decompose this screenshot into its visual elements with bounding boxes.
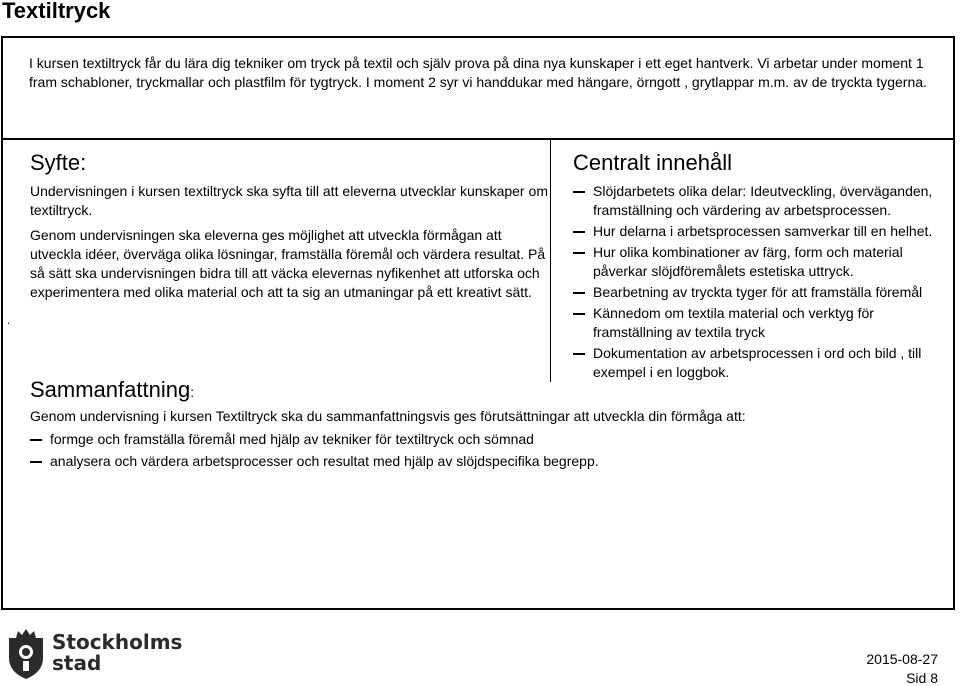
syfte-paragraph-1: Undervisningen i kursen textiltryck ska syfta till att eleverna utvecklar kunskaper om textiltryck. (30, 183, 548, 218)
intro-text: I kursen textiltryck får du lära dig tekniker om tryck på textil och själv prova på dina nya kunskaper i ett eget hantverk. Vi arbetar under moment 1 fram schabloner, tryckmallar och plastfilm för tygtryck. I moment 2 syr vi handdukar med hängare, örngott , grytlappar m.m. av de tryckta tygerna. (29, 55, 927, 90)
centralt-list (573, 182, 949, 382)
main-content-box (1, 138, 955, 610)
centralt-item: Bearbetning av tryckta tyger för att framställa föremål (573, 283, 949, 302)
centralt-item: Dokumentation av arbetsprocessen i ord och bild , till exempel i en loggbok. (573, 344, 949, 382)
city-shield-icon (6, 628, 46, 680)
centralt-item: Hur delarna i arbetsprocessen samverkar till en helhet. (573, 222, 949, 241)
sammanfattning-item: formge och framställa föremål med hjälp av tekniker för textiltryck och sömnad (30, 430, 930, 449)
centralt-heading: Centralt innehåll (573, 150, 732, 175)
sammanfattning-heading-text: Sammanfattning (30, 377, 191, 402)
sammanfattning-heading-colon: : (190, 384, 195, 400)
sammanfattning-list (30, 430, 930, 471)
page-number: Sid 8 (906, 670, 938, 686)
sammanfattning-heading (30, 377, 930, 405)
sammanfattning-section (30, 377, 930, 474)
syfte-heading: Syfte: (30, 150, 87, 175)
stockholms-stad-logo (6, 628, 183, 684)
page-title: Textiltryck (2, 0, 111, 23)
logo-line-2: stad (52, 651, 102, 675)
centralt-item: Hur olika kombinationer av färg, form och material påverkar slöjdföremålets estetiska uttryck. (573, 243, 949, 281)
side-mark: . (7, 315, 11, 327)
centralt-item: Slöjdarbetets olika delar: Ideutveckling, överväganden, framställning och värdering av arbetsprocessen. (573, 182, 949, 220)
sammanfattning-text: Genom undervisning i kursen Textiltryck ska du sammanfattningsvis ges förutsättningar att utveckla din förmåga att: (30, 408, 746, 424)
column-divider (550, 140, 551, 382)
syfte-section (30, 150, 548, 302)
logo-wordmark (52, 632, 182, 674)
centralt-item: Kännedom om textila material och verktyg för framställning av textila tryck (573, 304, 949, 342)
sammanfattning-item: analysera och värdera arbetsprocesser och resultat med hjälp av slöjdspecifika begrepp. (30, 452, 930, 471)
syfte-paragraph-2: Genom undervisningen ska eleverna ges möjlighet att utveckla förmågan att utveckla idéer, överväga olika lösningar, framställa föremål och värdera resultat. På så sätt ska undervisningen bidra till att väcka elevernas nyfikenhet att utforska och experimentera med olika material och att ta sig an utmaningar på ett kreativt sätt. (30, 227, 546, 300)
logo-line-1: Stockholms (52, 630, 183, 654)
centralt-innehall-section (573, 150, 949, 384)
footer-date: 2015-08-27 (866, 651, 938, 667)
intro-box (1, 36, 955, 140)
